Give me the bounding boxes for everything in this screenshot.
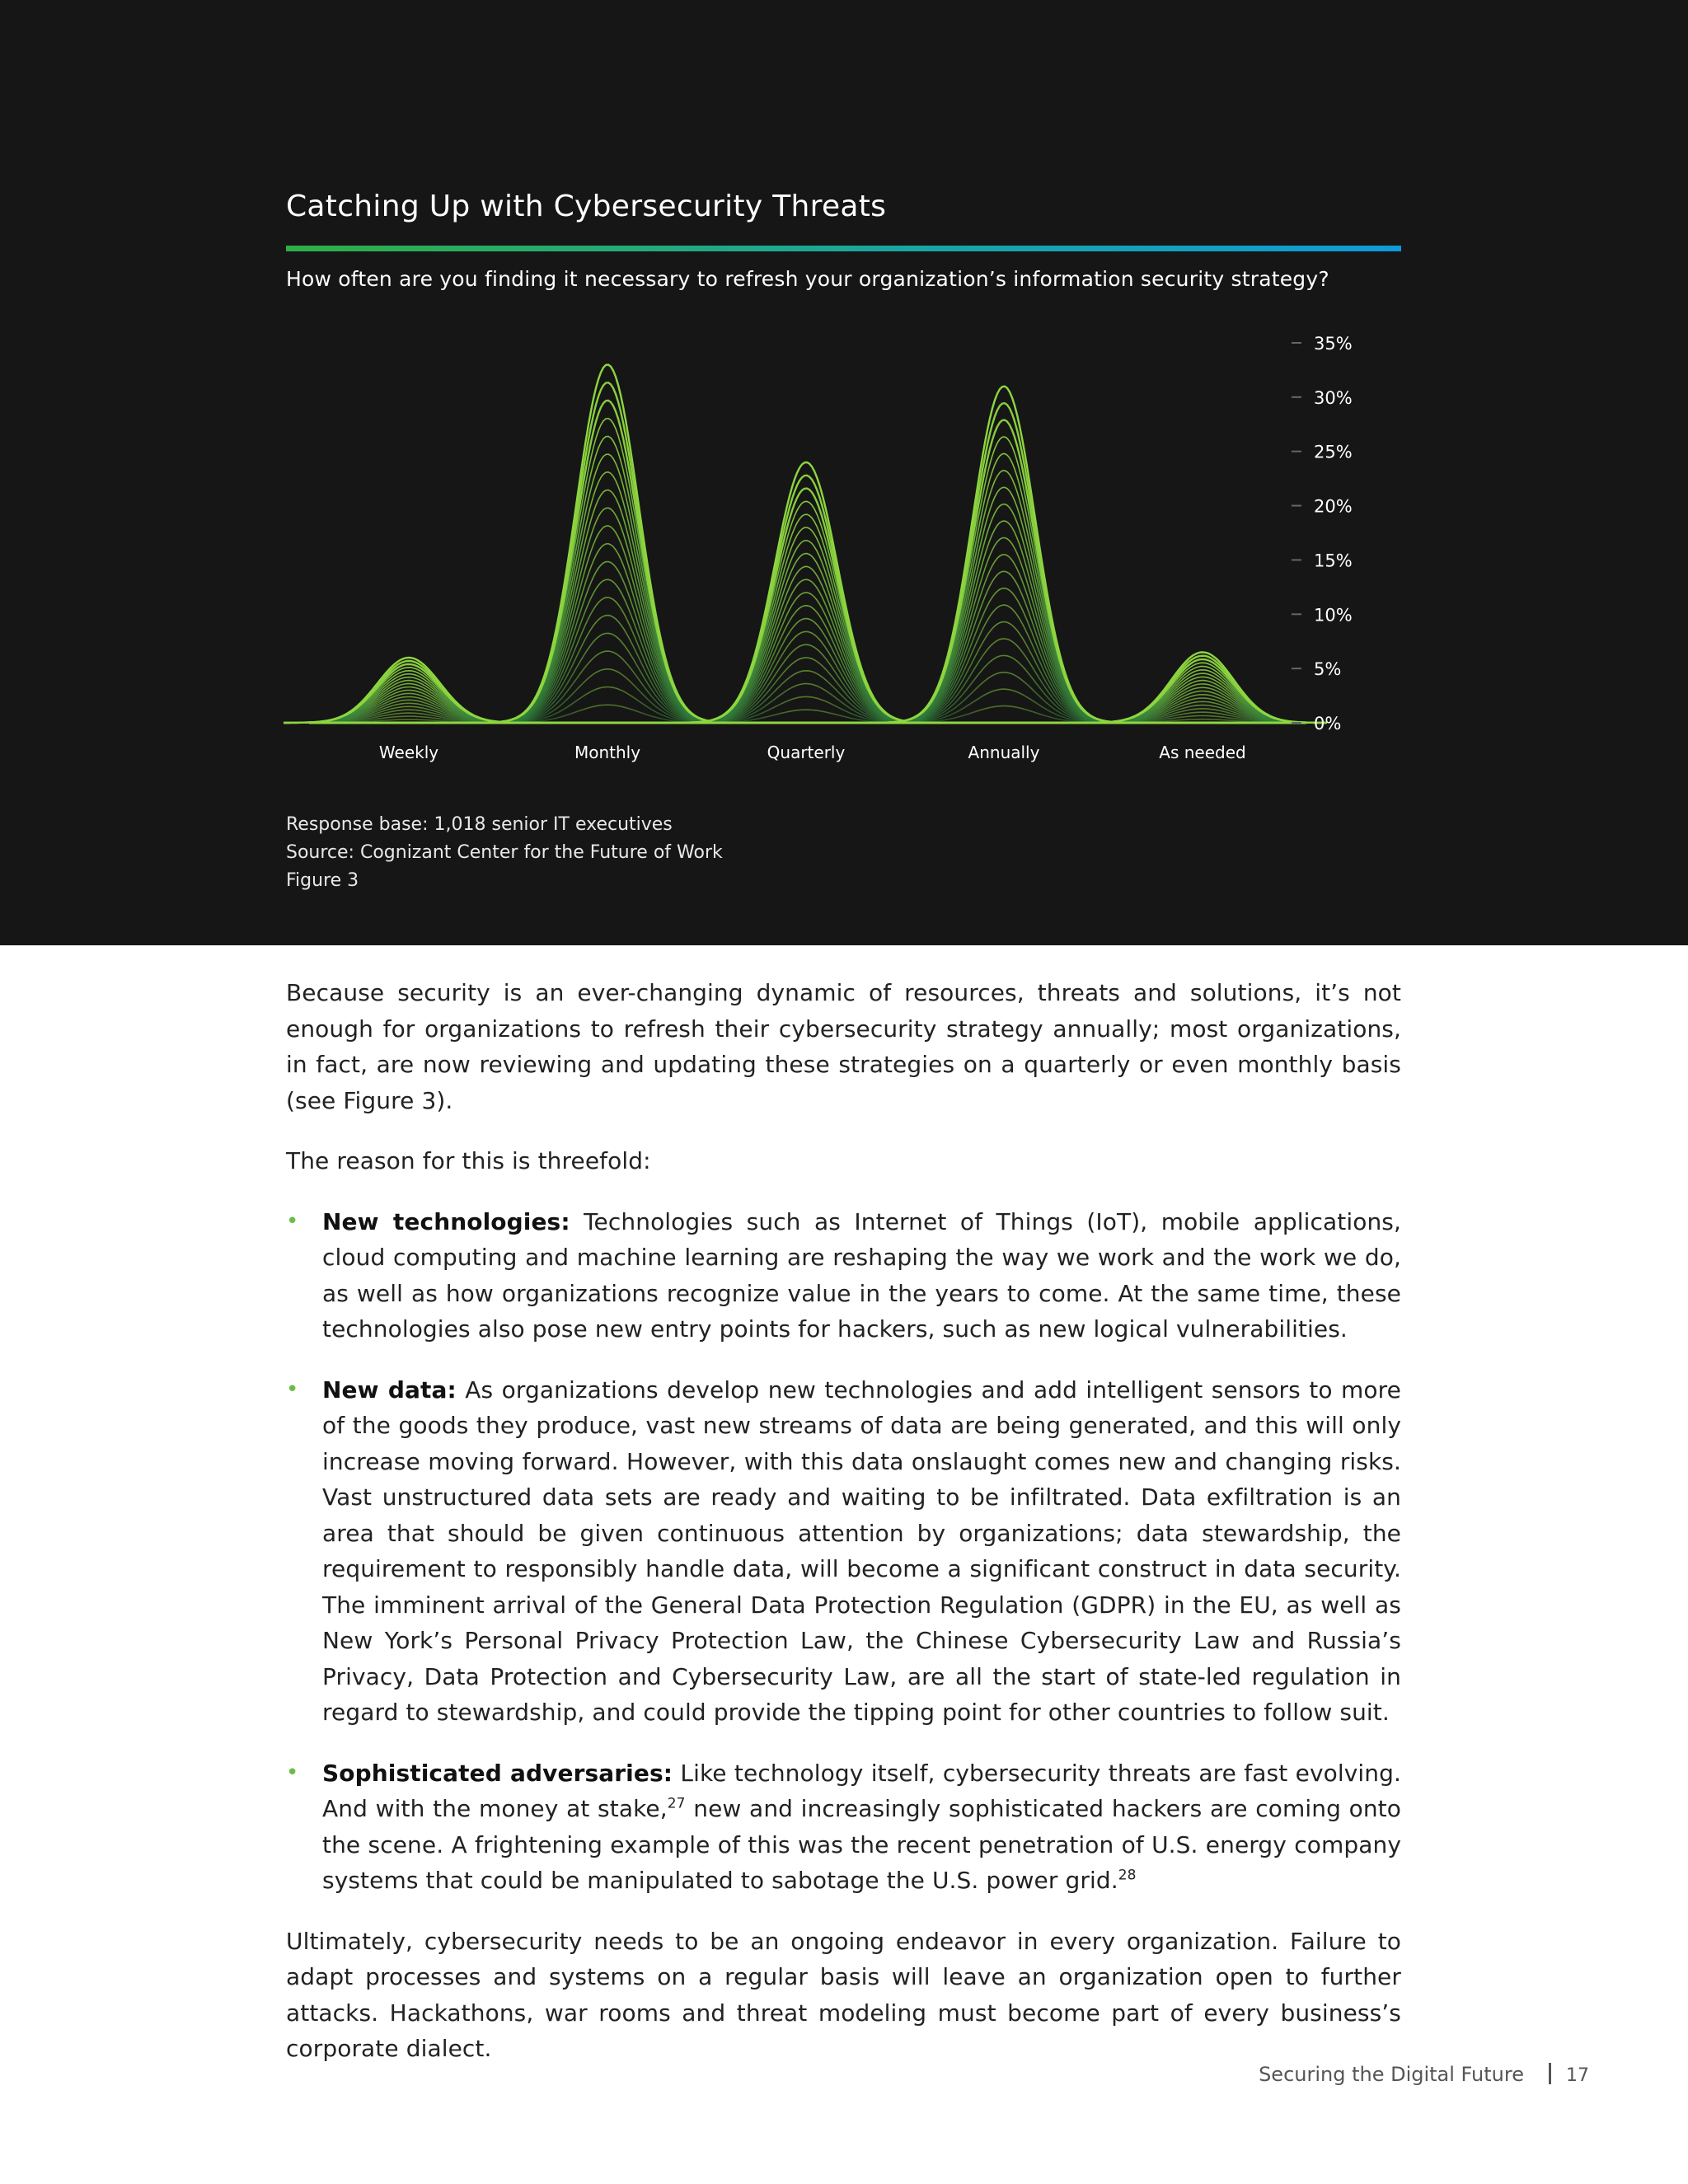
x-axis: [379, 743, 1246, 762]
curve-line: [284, 706, 533, 723]
curve-line: [482, 526, 732, 723]
footer-divider: [1549, 2063, 1551, 2084]
bell-curve-quarterly: [681, 462, 931, 723]
bullet-item: [286, 1204, 1401, 1347]
curve-line: [1077, 663, 1327, 723]
curve-line: [482, 419, 732, 723]
source-note: Source: Cognizant Center for the Future of Work: [286, 842, 723, 863]
curve-line: [284, 687, 533, 724]
bullet-dot-icon: •: [286, 1760, 299, 1785]
curve-line: [681, 606, 931, 723]
series-curves: [284, 365, 1327, 724]
x-tick-label: Monthly: [574, 743, 641, 762]
curve-line: [284, 693, 533, 723]
curve-line: [879, 403, 1128, 723]
curve-line: [284, 674, 533, 723]
curve-line: [879, 437, 1128, 723]
footnote-ref[interactable]: 27: [667, 1795, 686, 1812]
curve-line: [1077, 691, 1327, 724]
curve-line: [482, 454, 732, 723]
bullet-text: As organizations develop new technologies and add intelligent sensors to more of the goods they produce, vast new streams of data are being generated, and this will only increase moving forward. However, with this data onslaught comes new and changing risks. Vast unstructured data sets are ready and waiting to be infiltrated. Data exfiltration is an area that should be given continuous attention by organizations; data stewardship, the requirement to responsibly handle data, will become a significant construct in data security. The imminent arrival of the General Data Protection Regulation (GDPR) in the EU, as well as New York’s Personal Privacy Protection Law, the Chinese Cybersecurity Law and Russia’s Privacy, Data Protection and Cybersecurity Law, are all the start of state-led regulation in regard to stewardship, and could provide the tipping point for other countries to follow suit.: [322, 1376, 1401, 1726]
y-tick-label: 25%: [1314, 442, 1353, 462]
curve-line: [681, 476, 931, 723]
bullet-lead: New technologies:: [322, 1207, 570, 1235]
curve-line: [482, 598, 732, 723]
y-tick-label: 0%: [1314, 714, 1342, 733]
y-tick-label: 15%: [1314, 551, 1353, 571]
curve-line: [482, 633, 732, 723]
curve-line: [482, 562, 732, 723]
bullet-lead: Sophisticated adversaries:: [322, 1759, 673, 1787]
y-tick-label: 35%: [1314, 334, 1353, 354]
y-tick-label: 10%: [1314, 605, 1353, 626]
paragraph: The reason for this is threefold:: [286, 1147, 651, 1174]
y-tick-label: 30%: [1314, 387, 1353, 408]
paragraph: Ultimately, cybersecurity needs to be an ongoing endeavor in every organization. Failure to adapt processes and systems on a regular basis will leave an organization open to further attacks. Hackathons, war rooms and threat modeling must become part of every business’s corporate dialect.: [286, 1927, 1401, 2062]
bullet-text: new and increasingly sophisticated hackers are coming onto the scene. A frightening example of this was the recent penetration of U.S. energy company systems that could be manipulated to sabotage the U.S. power grid.: [322, 1795, 1401, 1894]
curve-line: [482, 490, 732, 723]
figure-question: How often are you finding it necessary to refresh your organization’s information security strategy?: [286, 267, 1329, 291]
x-tick-label: As needed: [1159, 743, 1246, 762]
curve-line: [681, 501, 931, 723]
curve-line: [879, 538, 1128, 723]
figure-title: Catching Up with Cybersecurity Threats: [286, 190, 887, 223]
curve-line: [879, 605, 1128, 723]
figure-notes: [286, 811, 723, 895]
bullet-item: [286, 1755, 1401, 1899]
bullet-text: Like technology itself, cybersecurity threats are fast evolving. And with the money at stake,: [322, 1759, 1401, 1822]
curve-line: [879, 504, 1128, 723]
y-tick-label: 5%: [1314, 659, 1342, 680]
bullet-lead: New data:: [322, 1376, 457, 1404]
x-tick-label: Quarterly: [767, 743, 846, 762]
curve-line: [879, 471, 1128, 723]
bell-curve-monthly: [482, 365, 732, 724]
curve-line: [681, 527, 931, 723]
footer-title: Securing the Digital Future: [1259, 2063, 1524, 2086]
chart: [0, 0, 1688, 945]
y-axis: [1292, 334, 1353, 733]
paragraph: Because security is an ever-changing dynamic of resources, threats and solutions, it’s not enough for organizations to refresh their cybersecurity strategy annually; most organizations, in fact, are now reviewing and updating these strategies on a quarterly or even monthly basis (see Figure 3).: [286, 979, 1401, 1114]
page-footer: [1259, 2063, 1589, 2086]
curve-line: [681, 658, 931, 723]
bullet-item: [286, 1372, 1401, 1731]
curve-line: [1077, 705, 1327, 723]
bell-curve-annually: [879, 387, 1128, 723]
bullet-text: Technologies such as Internet of Things (IoT), mobile applications, cloud computing and machine learning are reshaping the way we work and the work we do, as well as how organizations recognize value in the years to come. At the same time, these technologies also pose new entry points for hackers, such as new logical vulnerabilities.: [322, 1207, 1401, 1343]
figure-label: Figure 3: [286, 870, 359, 891]
y-tick-label: 20%: [1314, 496, 1353, 517]
x-tick-label: Annually: [968, 743, 1040, 762]
curve-line: [284, 668, 533, 723]
bullet-dot-icon: •: [286, 1376, 299, 1402]
bullet-dot-icon: •: [286, 1208, 299, 1234]
curve-line: [482, 382, 732, 723]
curve-line: [879, 571, 1128, 723]
curve-line: [1077, 670, 1327, 723]
curve-line: [879, 639, 1128, 723]
body-text: [286, 975, 1401, 2092]
bell-curve-weekly: [284, 658, 533, 723]
curve-line: [681, 579, 931, 723]
footnote-ref[interactable]: 28: [1118, 1867, 1137, 1884]
x-tick-label: Weekly: [378, 743, 439, 762]
curve-line: [1077, 684, 1327, 723]
response-base-note: Response base: 1,018 senior IT executives: [286, 814, 673, 835]
page-number: 17: [1566, 2065, 1589, 2086]
bell-curve-as-needed: [1077, 652, 1327, 723]
